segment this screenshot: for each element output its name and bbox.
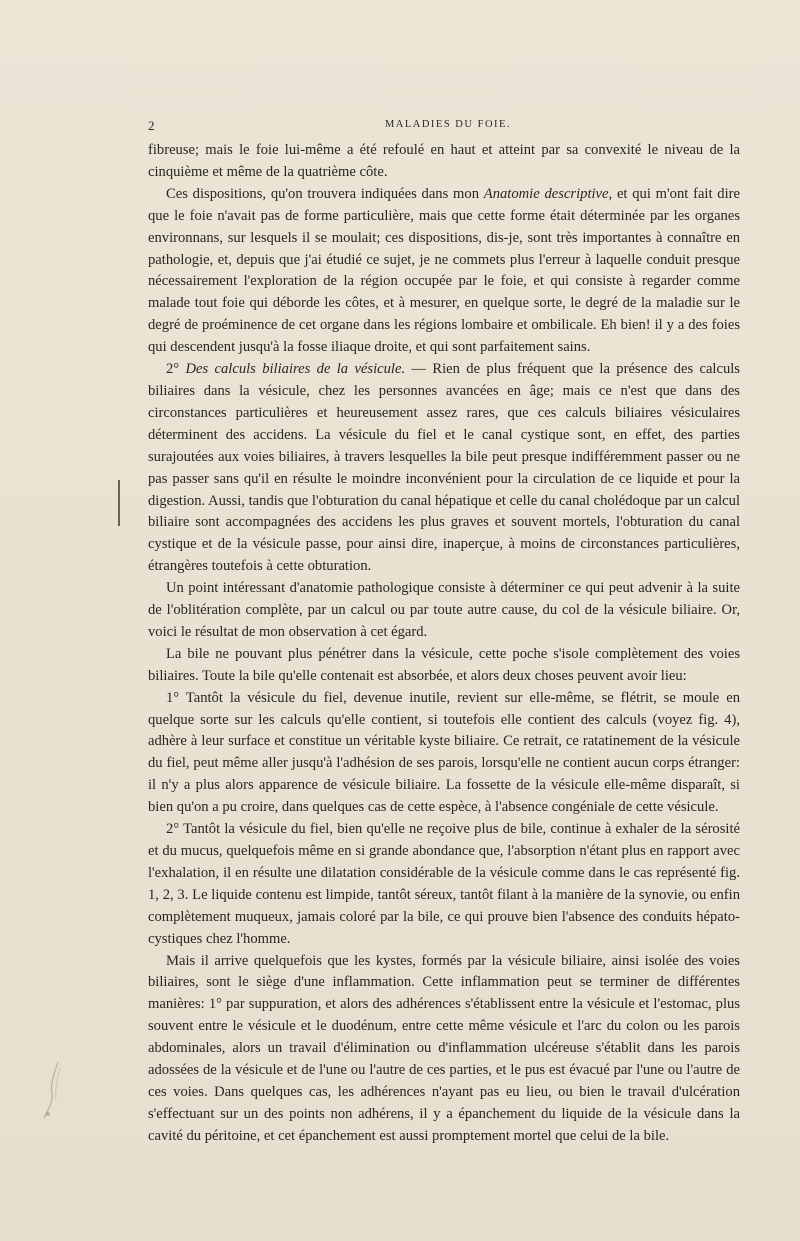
- paragraph: Mais il arrive quelquefois que les kystes, formés par la vésicule biliaire, ainsi isolée des voies biliaires, sont le siège d'une inflammation. Cette inflammation peut se terminer de différentes manières: 1° par suppuration, et alors des adhérences s'établissent entre la vésicule et l'estomac, plus souvent entre le vésicule et le duodénum, entre cette même vésicule et l'arc du colon ou les parois abdominales, alors un travail d'élimination ou d'inflammation ulcéreuse s'établit dans les parois adossées de la vésicule et de l'une ou l'autre de ces parties, et le pus est évacué par l'une ou l'autre de ces voies. Dans quelques cas, les adhérences n'ayant pas eu lieu, ou bien le travail d'ulcération s'effectuant sur un des points non adhérens, il y a épanchement du liquide de la vésicule dans la cavité du péritoine, et cet épanchement est aussi promptement mortel que celui de la bile.: [148, 952, 740, 1144]
- ink-smudge: [40, 1060, 66, 1120]
- running-head: MALADIES DU FOIE.: [384, 119, 512, 130]
- paragraph: La bile ne pouvant plus pénétrer dans la vésicule, cette poche s'isole complètement des voies biliaires. Toute la bile qu'elle contenait est absorbée, et alors deux choses peuvent avoir lieu:: [148, 645, 740, 684]
- paragraph: Un point intéressant d'anatomie pathologique consiste à déterminer ce qui peut advenir à la suite de l'oblitération complète, par un calcul ou par toute autre cause, du col de la vésicule biliaire. Or, voici le résultat de mon observation à cet égard.: [148, 580, 740, 640]
- margin-mark: [118, 480, 120, 526]
- italic-title: Anatomie descriptive,: [483, 185, 613, 202]
- section-heading: Des calculs biliaires de la vésicule.: [185, 361, 406, 378]
- paragraph: 2° Tantôt la vésicule du fiel, bien qu'elle ne reçoive plus de bile, continue à exhaler de la sérosité et du mucus, quelquefois même en si grande abondance que, l'absorption n'étant plus en rapport avec l'exhalation, il en résulte une dilatation considérable de la vésicule comme dans le cas représenté fig. 1, 2, 3. Le liquide contenu est limpide, tantôt séreux, tantôt filant à la manière de la synovie, ou enfin complètement muqueux, jamais coloré par la bile, ce qui prouve bien l'absence des conduits hépato-cystiques chez l'homme.: [148, 821, 740, 947]
- page-header: [148, 118, 748, 138]
- paragraph: fibreuse; mais le foie lui-même a été refoulé en haut et atteint par sa convexité le niveau de la cinquième et même de la quatrième côte.: [148, 142, 740, 180]
- paragraph: Ces dispositions, qu'on trouvera indiquées dans mon Anatomie descriptive, et qui m'ont fait dire que le foie n'avait pas de forme particulière, mais que cette forme était déterminée par les organes environnans, sur lesquels il se moulait; ces dispositions, dis-je, sont très importantes à connaître en pathologie, et, depuis que j'ai étudié ce sujet, je ne commets plus l'erreur à laquelle conduit presque nécessairement l'exploration de la région occupée par le foie, et qui consiste à regarder comme malade tout foie qui déborde les côtes, et à mesurer, en quelque sorte, le degré de la maladie sur le degré de proéminence de cet organe dans les régions lombaire et ombilicale. Eh bien! il y a des foies qui descendent jusqu'à la fosse iliaque droite, et qui sont parfaitement sains.: [148, 185, 740, 356]
- body-text: [148, 140, 740, 1148]
- page-number: 2: [148, 118, 155, 133]
- paragraph: 2° Des calculs biliaires de la vésicule. — Rien de plus fréquent que la présence des calculs biliaires dans la vésicule, chez les personnes avancées en âge; mais ce n'est que dans des circonstances particulières et heureusement assez rares, que ces calculs biliaires vésiculaires déterminent des accidens. La vésicule du fiel et le canal cystique sont, en effet, des parties surajoutées aux voies biliaires, à travers lesquelles la bile peut presque indifféremment passer ou ne pas passer sans qu'il en résulte le moindre inconvénient pour la circulation de ce liquide et pour la digestion. Aussi, tandis que l'obturation du canal hépatique et celle du canal cholédoque par un calcul biliaire sont accompagnées des accidens les plus graves et souvent mortels, l'obturation du canal cystique et de la vésicule passe, pour ainsi dire, inaperçue, à moins de circonstances particulières, étrangères toutefois à cette obturation.: [148, 361, 740, 575]
- paragraph: 1° Tantôt la vésicule du fiel, devenue inutile, revient sur elle-même, se flétrit, se moule en quelque sorte sur les calculs qu'elle contient, si toutefois elle contient des calculs (voyez fig. 4), adhère à leur surface et constitue un véritable kyste biliaire. Ce retrait, ce ratatinement de la vésicule du fiel, peut même aller jusqu'à l'adhésion de ses parois, lorsqu'elle ne contient aucun corps étranger: il n'y a plus alors apparence de vésicule biliaire. La fossette de la vésicule elle-même disparaît, si bien qu'on a pu croire, dans quelques cas de cette espèce, à l'absence congéniale de cette vésicule.: [148, 689, 740, 816]
